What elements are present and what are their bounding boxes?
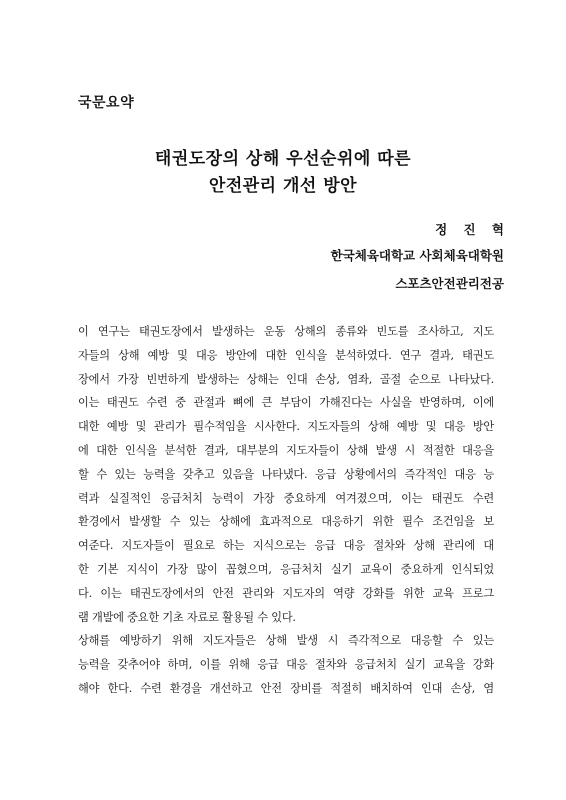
paragraph-line: 한 기본 지식이 가장 많이 꼽혔으며, 응급처치 실기 교육이 중요하게 인식되었 bbox=[78, 562, 494, 576]
author-affiliation-university: 한국체육대학교 사회체육대학원 bbox=[330, 248, 504, 263]
author-affiliation-major: 스포츠안전관리전공 bbox=[395, 276, 504, 291]
paragraph-line: 장에서 가장 빈번하게 발생하는 상해는 인대 손상, 염좌, 골절 순으로 나타났다. bbox=[78, 372, 494, 386]
section-label: 국문요약 bbox=[78, 95, 135, 111]
paragraph-line: 대한 예방 및 관리가 필수적임을 시사한다. 지도자들의 상해 예방 및 대응 방안 bbox=[78, 420, 494, 434]
author-name: 정 진 혁 bbox=[435, 222, 510, 237]
paragraph-line: 이는 태권도 수련 중 관절과 뼈에 큰 부담이 가해진다는 사실을 반영하며, 이에 bbox=[78, 396, 494, 410]
title-line-1: 태권도장의 상해 우선순위에 따른 bbox=[154, 149, 412, 169]
paragraph-line: 다. 이는 태권도장에서의 안전 관리와 지도자의 역량 강화를 위한 교육 프로그 bbox=[78, 586, 494, 600]
paragraph-line: 능력을 갖추어야 하며, 이를 위해 응급 대응 절차와 응급처치 실기 교육을 강화 bbox=[78, 657, 494, 671]
paragraph-line: 해야 한다. 수련 환경을 개선하고 안전 장비를 적절히 배치하여 인대 손상, 염 bbox=[78, 681, 494, 695]
title-line-2: 안전관리 개선 방안 bbox=[208, 176, 358, 196]
paragraph-line: 여준다. 지도자들이 필요로 하는 지식으로는 응급 대응 절차와 상해 관리에 대 bbox=[78, 539, 494, 553]
paragraph-line: 상해를 예방하기 위해 지도자들은 상해 발생 시 즉각적으로 대응할 수 있는 bbox=[78, 634, 494, 647]
paragraph-line: 에 대한 인식을 분석한 결과, 대부분의 지도자들이 상해 발생 시 적절한 대응을 bbox=[78, 443, 494, 457]
abstract-paragraph-1 bbox=[78, 320, 494, 629]
paragraph-line: 램 개발에 중요한 기초 자료로 활용될 수 있다. bbox=[78, 610, 296, 624]
paragraph-line: 력과 실질적인 응급처치 능력이 가장 중요하게 여겨졌으며, 이는 태권도 수련 bbox=[78, 491, 494, 505]
abstract-paragraph-2 bbox=[78, 629, 494, 700]
paragraph-line: 환경에서 발생할 수 있는 상해에 효과적으로 대응하기 위한 필수 조건임을 보 bbox=[78, 515, 494, 529]
paragraph-line: 할 수 있는 능력을 갖추고 있음을 나타냈다. 응급 상황에서의 즉각적인 대응 능 bbox=[78, 467, 494, 481]
paragraph-line: 이 연구는 태권도장에서 발생하는 운동 상해의 종류와 빈도를 조사하고, 지도 bbox=[78, 325, 494, 338]
paragraph-line: 자들의 상해 예방 및 대응 방안에 대한 인식을 분석하였다. 연구 결과, 태권도 bbox=[78, 348, 494, 362]
